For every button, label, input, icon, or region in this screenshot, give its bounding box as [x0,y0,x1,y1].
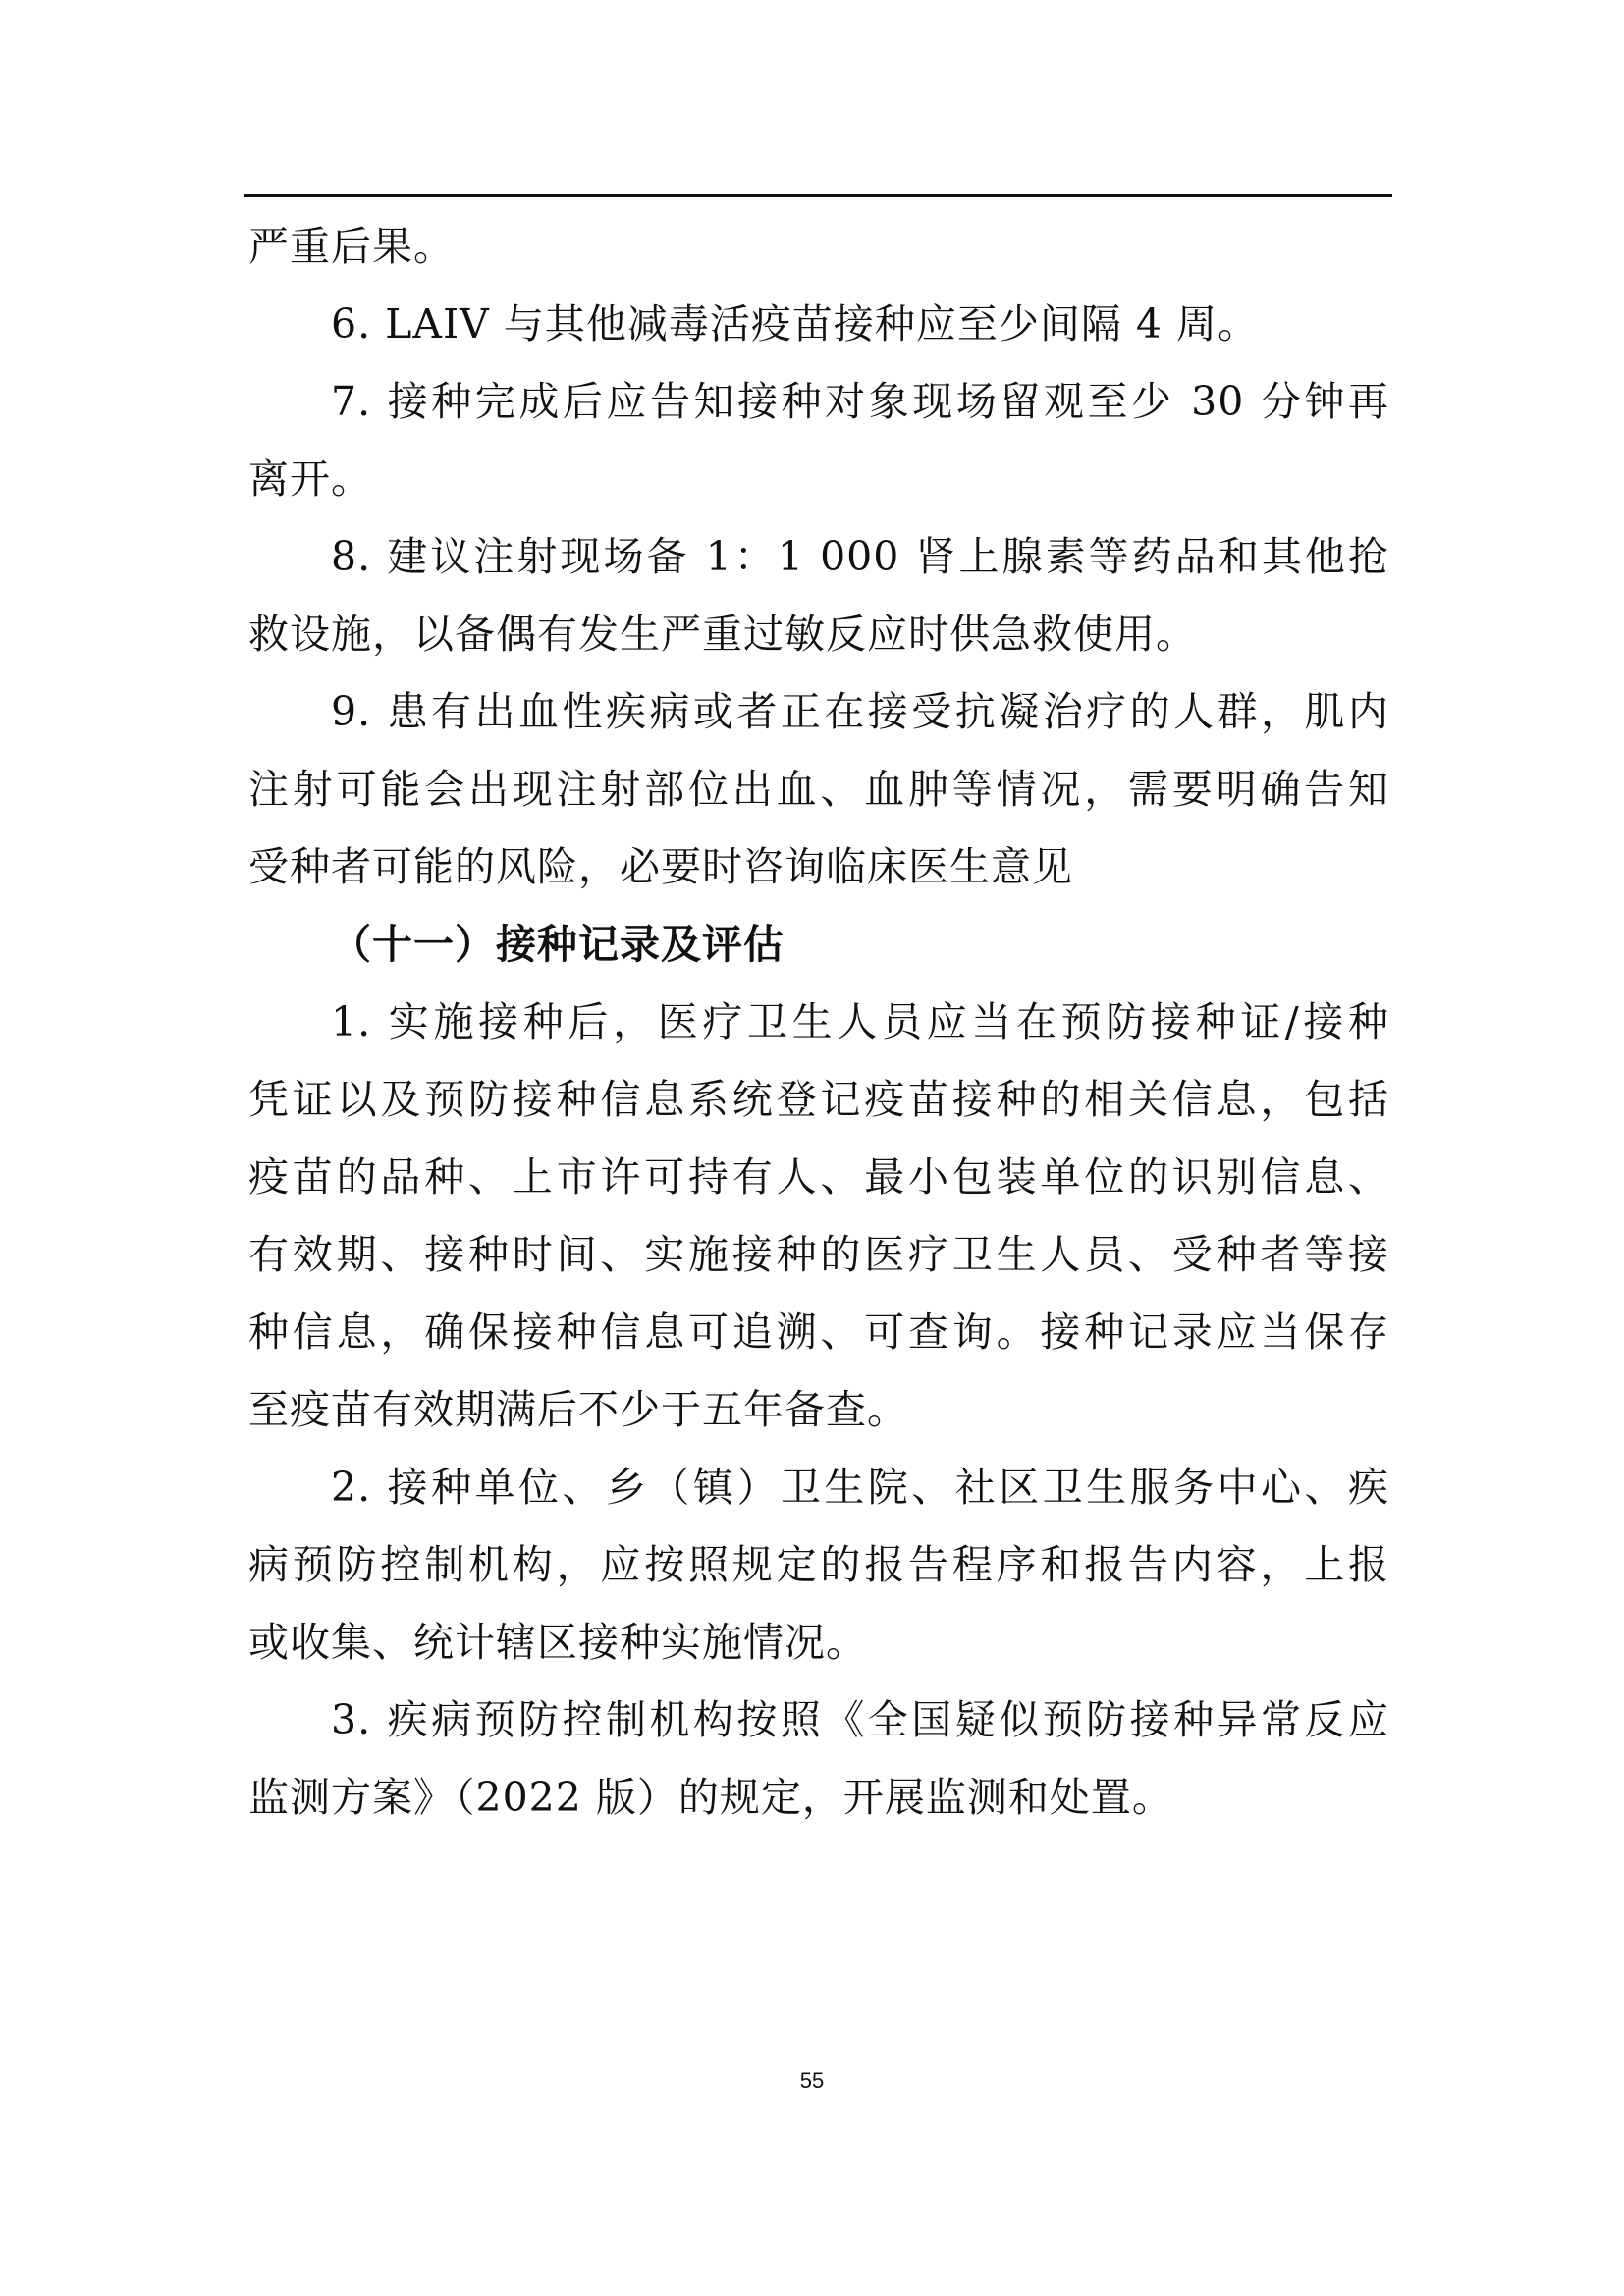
text-line-16: 至疫苗有效期满后不少于五年备查。 [248,1386,908,1433]
text-line-2: 6. LAIV 与其他减毒活疫苗接种应至少间隔 4 周。 [331,300,1259,347]
text-line-9: 受种者可能的风险，必要时咨询临床医生意见 [248,843,1073,890]
header-rule [244,194,1392,197]
text-line-15: 种信息，确保接种信息可追溯、可查询。接种记录应当保存 [248,1308,1389,1356]
page-number: 55 [799,2068,825,2093]
text-line-5: 8. 建议注射现场备 1：1 000 肾上腺素等药品和其他抢 [331,533,1389,580]
text-line-6: 救设施，以备偶有发生严重过敏反应时供急救使用。 [248,611,1197,658]
text-line-19: 或收集、统计辖区接种实施情况。 [248,1619,867,1666]
text-line-4: 离开。 [248,455,372,503]
text-line-17: 2. 接种单位、乡（镇）卫生院、社区卫生服务中心、疾 [331,1464,1389,1511]
text-line-1: 严重后果。 [248,223,455,270]
document-body [248,208,1389,1837]
text-line-13: 疫苗的品种、上市许可持有人、最小包装单位的识别信息、 [248,1153,1389,1201]
text-line-3: 7. 接种完成后应告知接种对象现场留观至少 30 分钟再 [331,378,1389,425]
text-line-7: 9. 患有出血性疾病或者正在接受抗凝治疗的人群，肌内 [331,688,1389,735]
text-line-8: 注射可能会出现注射部位出血、血肿等情况，需要明确告知 [248,766,1389,813]
text-line-21: 监测方案》（2022 版）的规定，开展监测和处置。 [248,1774,1173,1821]
text-line-20: 3. 疾病预防控制机构按照《全国疑似预防接种异常反应 [331,1696,1389,1743]
text-line-18: 病预防控制机构，应按照规定的报告程序和报告内容，上报 [248,1541,1389,1588]
text-line-14: 有效期、接种时间、实施接种的医疗卫生人员、受种者等接 [248,1231,1389,1278]
text-line-12: 凭证以及预防接种信息系统登记疫苗接种的相关信息，包括 [248,1076,1389,1123]
section-heading: （十一）接种记录及评估 [331,921,785,968]
text-line-11: 1. 实施接种后，医疗卫生人员应当在预防接种证/接种 [331,998,1389,1045]
